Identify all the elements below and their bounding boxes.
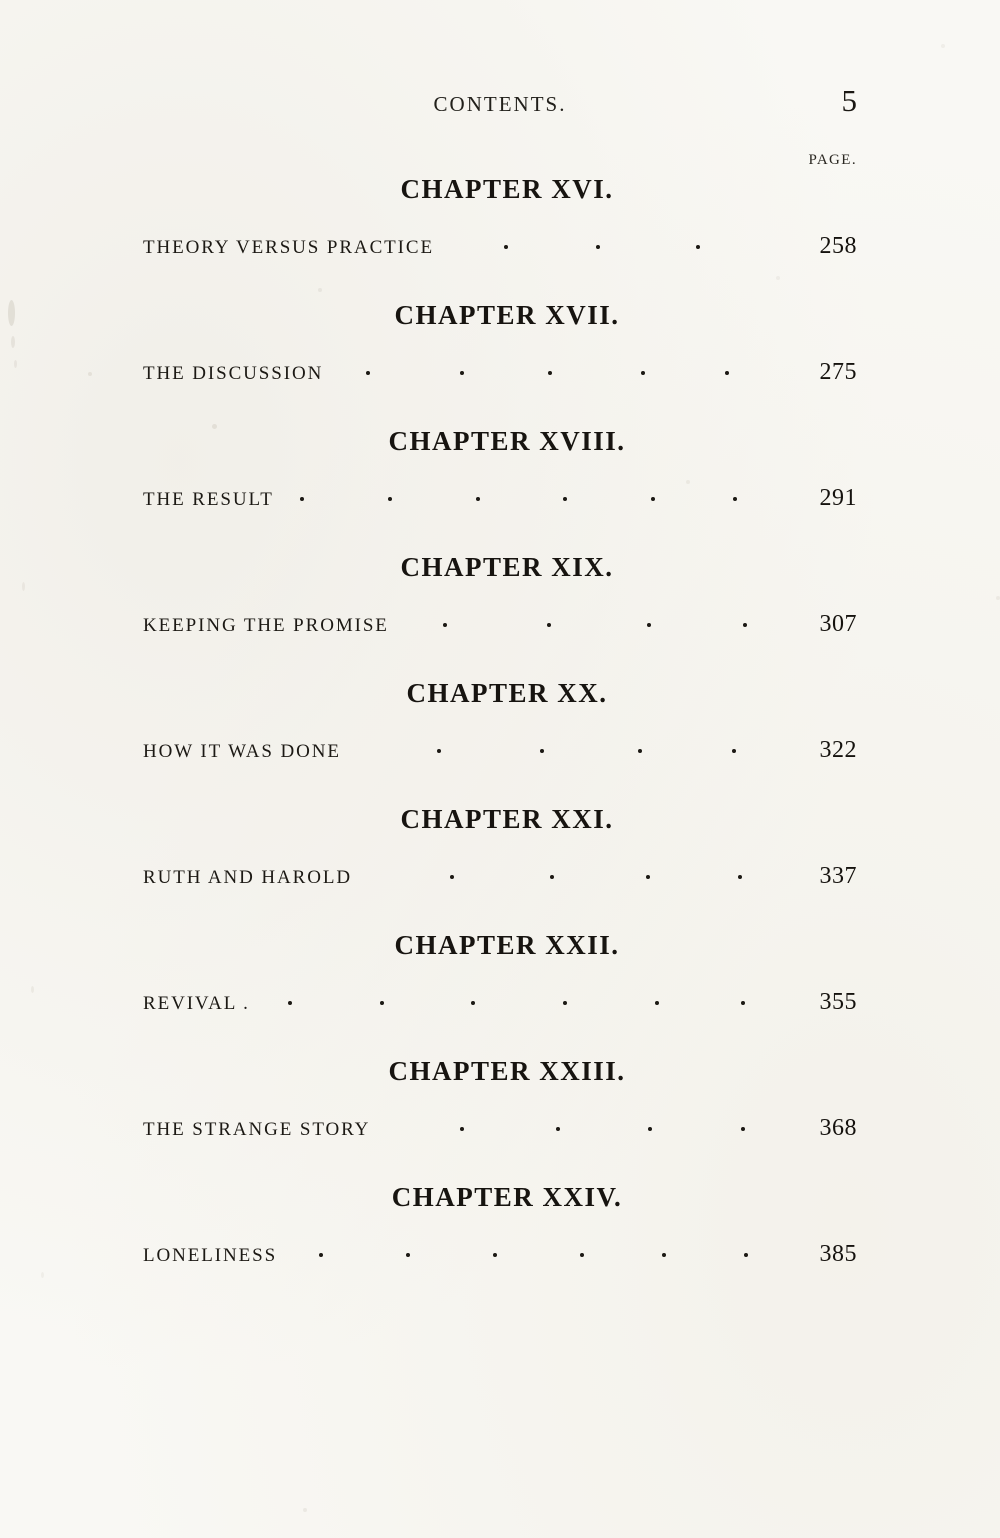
page-column-header: PAGE. [808, 152, 857, 168]
running-head: CONTENTS. [433, 92, 567, 116]
toc-block [143, 1058, 857, 1142]
leader-dots [347, 739, 795, 757]
toc-entry-page: 355 [819, 989, 857, 1015]
toc-entry-page: 322 [819, 737, 857, 763]
toc-entry-page: 258 [819, 233, 857, 259]
toc-entry-page: 291 [819, 485, 857, 511]
chapter-heading: CHAPTER XIX. [400, 552, 614, 582]
toc-entry-title: THE STRANGE STORY [143, 1119, 371, 1140]
chapter-heading: CHAPTER XVII. [394, 300, 620, 330]
toc-entry-page: 307 [819, 611, 857, 637]
chapter-heading: CHAPTER XX. [406, 678, 608, 708]
chapter-heading: CHAPTER XVIII. [388, 426, 626, 456]
leader-dots [329, 361, 795, 379]
toc-entry-title: REVIVAL . [143, 993, 250, 1014]
toc-block [143, 806, 857, 890]
leader-dots [376, 1117, 795, 1135]
chapter-heading: CHAPTER XXIV. [391, 1182, 623, 1212]
leader-dots [256, 991, 795, 1009]
toc-block [143, 680, 857, 764]
leader-dots [440, 235, 795, 253]
toc-entry-page: 368 [819, 1115, 857, 1141]
leader-dots [358, 865, 795, 883]
toc-entry-title: THE RESULT [143, 489, 274, 510]
toc-entry [143, 863, 857, 890]
toc-entry [143, 737, 857, 764]
toc-entry-title: HOW IT WAS DONE [143, 741, 341, 762]
toc-entry-page: 337 [819, 863, 857, 889]
leader-dots [280, 487, 795, 505]
toc-entry [143, 359, 857, 386]
leader-dots [395, 613, 795, 631]
toc-block [143, 554, 857, 638]
page-number: 5 [841, 83, 857, 118]
toc-block [143, 302, 857, 386]
toc-entry-title: RUTH AND HAROLD [143, 867, 352, 888]
page-header [0, 83, 1000, 132]
toc-entry-title: LONELINESS [143, 1245, 278, 1266]
toc-block [143, 176, 857, 260]
toc-entry-title: KEEPING THE PROMISE [143, 615, 389, 636]
toc-entry-page: 385 [819, 1241, 857, 1267]
toc-entry [143, 1115, 857, 1142]
chapter-heading: CHAPTER XXI. [400, 804, 614, 834]
toc-block [143, 932, 857, 1016]
toc-block [143, 428, 857, 512]
table-of-contents [143, 176, 857, 1310]
toc-entry [143, 485, 857, 512]
chapter-heading: CHAPTER XXIII. [388, 1056, 626, 1086]
toc-entry-page: 275 [819, 359, 857, 385]
toc-entry [143, 611, 857, 638]
toc-entry [143, 1241, 857, 1268]
toc-entry [143, 989, 857, 1016]
chapter-heading: CHAPTER XVI. [400, 174, 614, 204]
toc-entry [143, 233, 857, 260]
toc-block [143, 1184, 857, 1268]
chapter-heading: CHAPTER XXII. [394, 930, 620, 960]
toc-entry-title: THE DISCUSSION [143, 363, 324, 384]
leader-dots [283, 1243, 795, 1261]
toc-entry-title: THEORY VERSUS PRACTICE [143, 237, 434, 258]
